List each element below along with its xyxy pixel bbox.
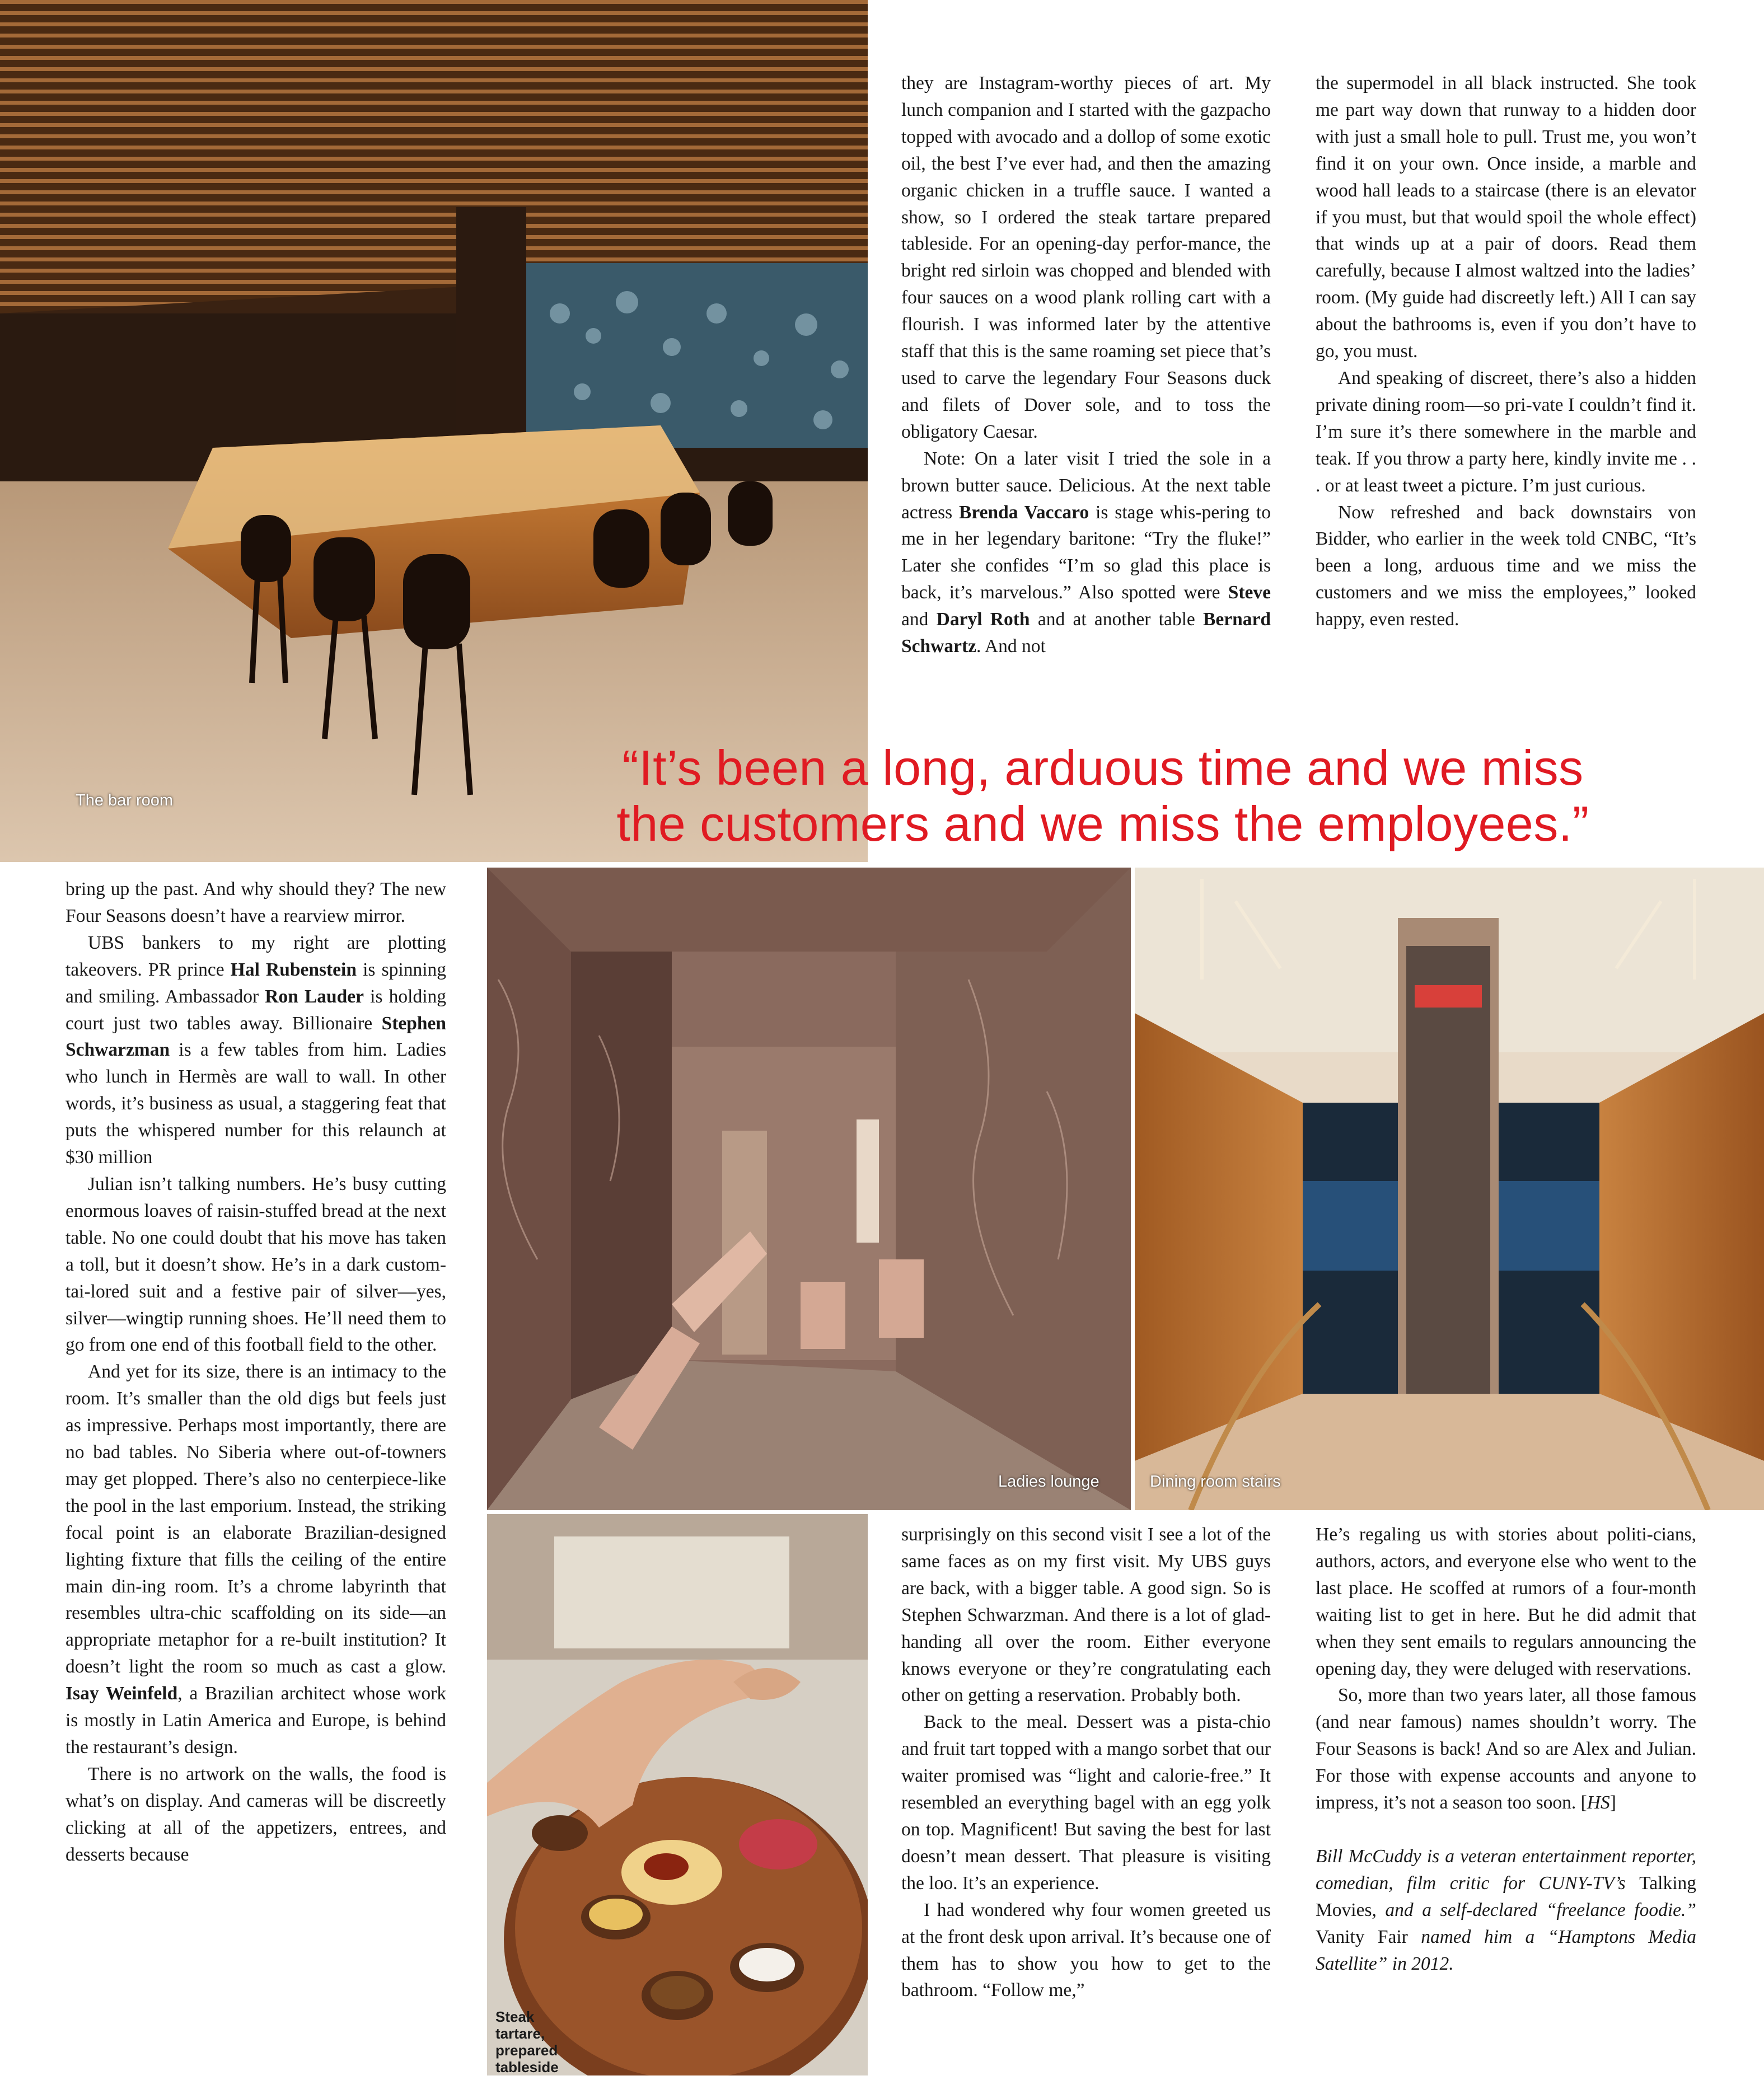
- text-run: So, more than two years later, all those famous (and near famous) names shouldn’t worry. The Four Seasons is back! And so are Alex and Julian. For those with expense accounts and anyone to impress, it’s not a season too soon. [: [1316, 1685, 1696, 1814]
- steak-tartare-photo: [487, 1514, 868, 2075]
- paragraph: Julian isn’t talking numbers. He’s busy cutting enormous loaves of raisin-stuffed bread at the next table. No one could doubt that his move has taken a toll, but it doesn’t show. He’s in a dark custom-tai-lored suit and a festive pair of silver—yes, silver—wingtip running shoes. He’ll need them to go from one end of this football field to the other.: [65, 1173, 446, 1356]
- pull-quote-line-1: “It’s been a long, arduous time and we miss: [622, 740, 1584, 795]
- steak-tartare-caption: Steak tartare, prepared tableside: [495, 2008, 559, 2075]
- show-title: Talking Movies: [1316, 1872, 1696, 1920]
- bar-room-caption: The bar room: [76, 791, 174, 809]
- person-name: Daryl Roth: [936, 609, 1030, 630]
- paragraph: He’s regaling us with stories about politi-cians, authors, actors, and everyone else who went to the last place. He scoffed at rumors of a four-month waiting list to get in here. But he did admit that when they sent emails to regulars announcing the opening day, they were deluged with reservations.: [1316, 1524, 1696, 1679]
- paragraph: surprisingly on this second visit I see a lot of the same faces as on my first visit. My UBS guys are back, with a bigger table. A good sign. So is Stephen Schwarzman. And there is a lot of glad-handing all over the room. Either everyone knows everyone or they’re congratulating each other on getting a reservation. Probably both.: [901, 1524, 1271, 1706]
- ladies-lounge-photo: [487, 868, 1131, 1510]
- column-top-middle: [901, 70, 1271, 660]
- paragraph: [65, 930, 446, 1171]
- pull-quote-line-2: the customers and we miss the employees.”: [616, 796, 1589, 851]
- person-name: Bernard Schwartz: [901, 609, 1271, 657]
- paragraph: [1316, 1682, 1696, 1816]
- text-run: is spinning and smiling. Ambassador: [65, 959, 446, 1007]
- text-run: Note: On a later visit I tried the sole in a brown butter sauce. Delicious. At the next table actress: [901, 448, 1271, 523]
- dining-stairs-photo: [1135, 868, 1764, 1510]
- column-bottom-right: [1316, 1521, 1696, 1978]
- text-run: ]: [1609, 1792, 1616, 1814]
- text-run: is a few tables from him. Ladies who lunch in Hermès are wall to wall. In other words, it’s business as usual, a staggering feat that puts the whispered number for this relaunch at $30 million: [65, 1039, 446, 1168]
- paragraph: they are Instagram-worthy pieces of art. My lunch companion and I started with the gazpacho topped with avocado and a dollop of some exotic oil, the best I’ve ever had, and then the amazing organic chicken in a truffle sauce. I wanted a show, so I ordered the steak tartare prepared tableside. For an opening-day perfor-mance, the bright red sirloin was chopped and blended with four sauces on a wood plank rolling cart with a flourish. I was informed later by the attentive staff that this is the same roaming set piece that’s used to carve the legendary Four Seasons duck and filets of Dover sole, and to toss the obligatory Caesar.: [901, 73, 1271, 442]
- paragraph: the supermodel in all black instructed. She took me part way down that runway to a hidden door with just a small hole to pull. Trust me, you won’t find it on your own. Once inside, a marble and wood hall leads to a staircase (there is an elevator if you must, but that would spoil the whole effect) that winds up at a pair of doors. Read them carefully, because I almost waltzed into the ladies’ room. (My guide had discreetly left.) All I can say about the bathrooms is, even if you don’t have to go, you must.: [1316, 73, 1696, 362]
- paragraph: bring up the past. And why should they? The new Four Seasons doesn’t have a rearview mirror.: [65, 879, 446, 926]
- paragraph: [901, 446, 1271, 660]
- column-left: [65, 876, 446, 1868]
- paragraph: Back to the meal. Dessert was a pista-chio and fruit tart topped with a mango sorbet that our waiter promised was “light and calorie-free.” It resembled an everything bagel with an egg yolk on top. Magnificent! But saving the best for last doesn’t mean dessert. That pleasure is visiting the loo. It’s an experience.: [901, 1712, 1271, 1894]
- column-bottom-middle: [901, 1521, 1271, 2004]
- text-run: , a Brazilian architect whose work is mostly in Latin America and Europe, is behind the restaurant’s design.: [65, 1683, 446, 1758]
- text-run: And yet for its size, there is an intimacy to the room. It’s smaller than the old digs but feels just as impressive. Perhaps most importantly, there are no bad tables. No Siberia where out-of-towners may get plopped. There’s also no centerpiece-like the pool in the last emporium. Instead, the striking focal point is an elaborate Brazilian-designed lighting fixture that fills the ceiling of the entire main din-ing room. It’s a chrome labyrinth that resembles ultra-chic scaffolding on its side—an appropriate metaphor for a re-built institution? It doesn’t light the room so much as cast a glow.: [65, 1361, 446, 1678]
- person-name: Ron Lauder: [265, 986, 364, 1007]
- ladies-lounge-caption: Ladies lounge: [998, 1473, 1099, 1491]
- dining-stairs-caption: Dining room stairs: [1150, 1473, 1281, 1491]
- text-run: and: [901, 609, 937, 630]
- text-run: is holding court just two tables away. Billionaire: [65, 986, 446, 1034]
- text-run: . And not: [976, 636, 1046, 657]
- paragraph: [65, 1358, 446, 1761]
- paragraph: There is no artwork on the walls, the food is what’s on display. And cameras will be discreetly clicking at all of the appetizers, entrees, and desserts because: [65, 1763, 446, 1865]
- text-run: and at another table: [1030, 609, 1204, 630]
- person-name: Steve: [1228, 582, 1271, 603]
- paragraph: Now refreshed and back downstairs von Bidder, who earlier in the week told CNBC, “It’s been a long, arduous time and we miss the customers and we miss the employees,” looked happy, even rested.: [1316, 502, 1696, 630]
- paragraph: And speaking of discreet, there’s also a hidden private dining room—so pri-vate I couldn’t find it. I’m sure it’s there somewhere in the marble and teak. If you throw a party here, kindly invite me . . . or at least tweet a picture. I’m just curious.: [1316, 367, 1696, 496]
- author-initials: HS: [1587, 1792, 1610, 1814]
- magazine-title: Vanity Fair: [1316, 1926, 1408, 1947]
- text-run: named him a “Hamptons Media Satellite” in 2012.: [1316, 1926, 1696, 1974]
- pull-quote: [487, 740, 1719, 852]
- column-top-right: [1316, 70, 1696, 633]
- author-bio: [1316, 1843, 1696, 1978]
- text-run: is stage whis-pering to me in her legendary baritone: “Try the fluke!” Later she confides “I’m so glad this place is back, it’s marvelous.” Also spotted were: [901, 502, 1271, 603]
- text-run: Bill McCuddy is a veteran entertainment reporter, comedian, film critic for CUNY-TV’s: [1316, 1845, 1696, 1894]
- text-run: , and a self-declared “freelance foodie.”: [1372, 1899, 1696, 1920]
- bar-room-photo: [0, 0, 868, 862]
- person-name: Hal Rubenstein: [230, 959, 357, 980]
- paragraph: I had wondered why four women greeted us at the front desk upon arrival. It’s because one of them has to show you how to get to the bathroom. “Follow me,”: [901, 1899, 1271, 2001]
- person-name: Isay Weinfeld: [65, 1683, 178, 1704]
- person-name: Stephen Schwarzman: [65, 1013, 446, 1061]
- text-run: UBS bankers to my right are plotting takeovers. PR prince: [65, 932, 446, 980]
- person-name: Brenda Vaccaro: [959, 502, 1089, 523]
